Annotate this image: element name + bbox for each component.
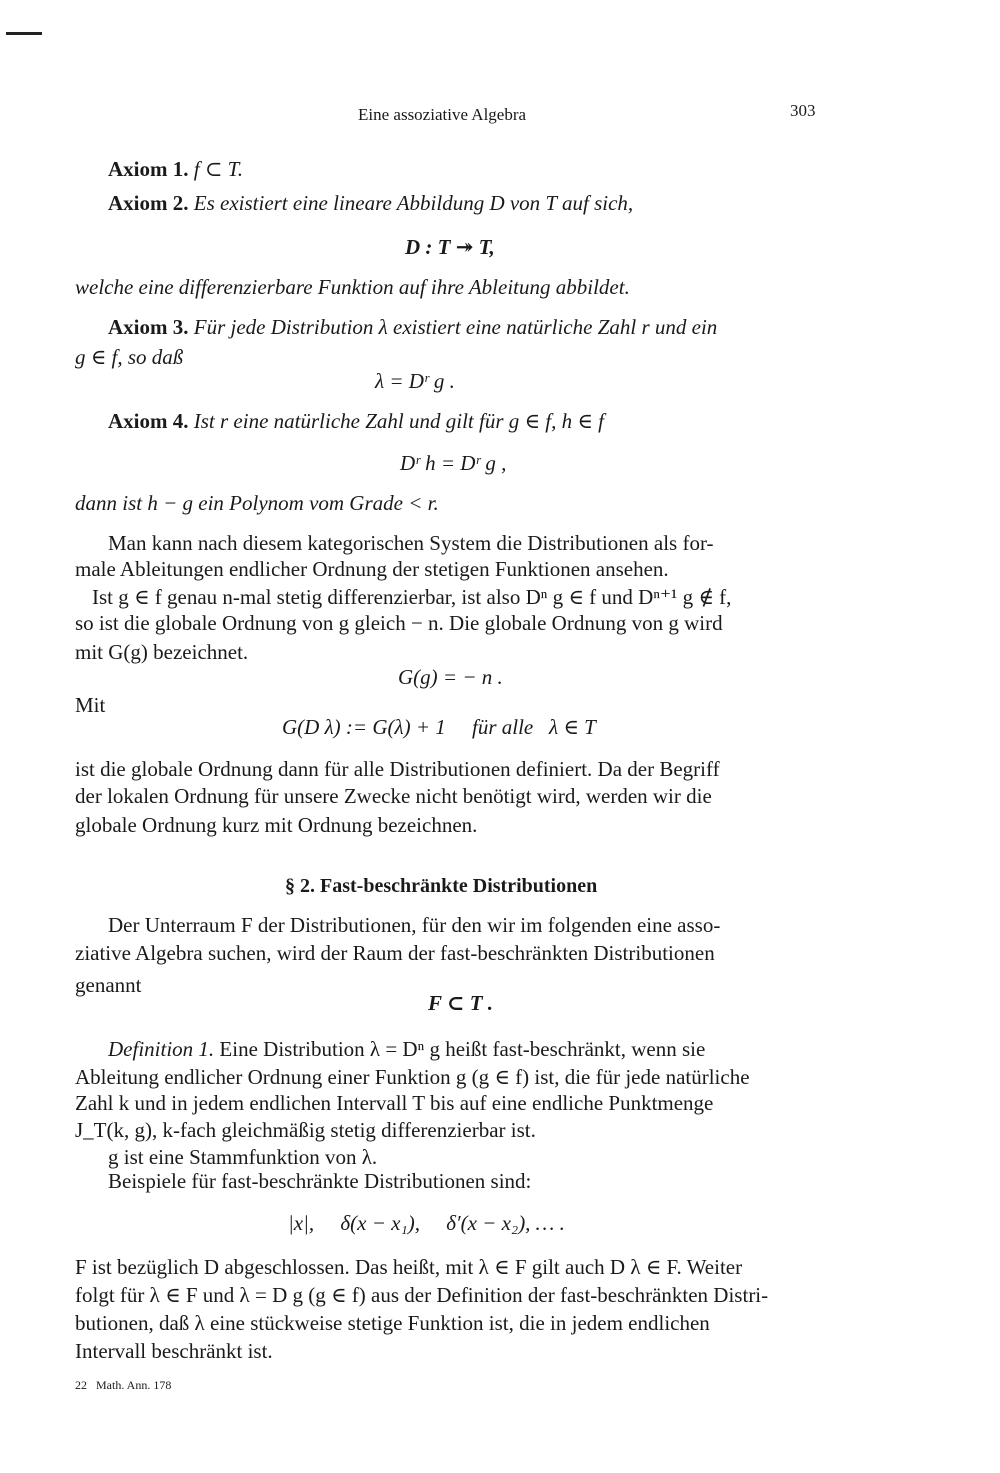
definition-line-3: Zahl k und in jedem endlichen Intervall T bis auf eine endliche Punktmenge	[75, 1091, 714, 1115]
running-header: Eine assoziative Algebra	[358, 105, 527, 124]
mit-label: Mit	[75, 693, 106, 717]
formula-subspace: F ⊂ T .	[428, 991, 494, 1015]
paragraph-2-line-3: mit G(g) bezeichnet.	[75, 640, 249, 664]
axiom-4	[108, 408, 604, 434]
axiom-2-formula: D : T ↠ T,	[405, 235, 495, 259]
paragraph-3-line-3: globale Ordnung kurz mit Ordnung bezeichnen.	[75, 813, 478, 837]
paragraph-3-line-1: ist die globale Ordnung dann für alle Distributionen definiert. Da der Begriff	[75, 757, 720, 781]
axiom-3-label: Axiom 3.	[108, 315, 189, 339]
axiom-3	[108, 314, 717, 340]
axiom-1	[108, 156, 243, 182]
paragraph-4-line-2: ziative Algebra suchen, wird der Raum der fast-beschränkten Distributionen	[75, 941, 715, 965]
axiom-2	[108, 190, 633, 216]
paragraph-5-line-2: folgt für λ ∈ F und λ = D g (g ∈ f) aus der Definition der fast-beschränkten Distri-	[75, 1283, 769, 1307]
axiom-1-label: Axiom 1.	[108, 157, 189, 181]
corner-mark	[6, 32, 42, 35]
page-number: 303	[790, 101, 816, 120]
definition-line-1	[108, 1036, 705, 1062]
paragraph-4-line-1: Der Unterraum F der Distributionen, für den wir im folgenden eine asso-	[108, 913, 721, 937]
axiom-2-label: Axiom 2.	[108, 191, 189, 215]
formula-derivative-order: G(D λ) := G(λ) + 1 für alle λ ∈ T	[282, 715, 596, 739]
axiom-2-continuation: welche eine differenzierbare Funktion auf ihre Ableitung abbildet.	[75, 275, 630, 299]
paragraph-2-line-1: Ist g ∈ f genau n-mal stetig differenzierbar, ist also Dⁿ g ∈ f und Dⁿ⁺¹ g ∉ f,	[92, 585, 732, 609]
paragraph-5-line-1: F ist bezüglich D abgeschlossen. Das heißt, mit λ ∈ F gilt auch D λ ∈ F. Weiter	[75, 1255, 743, 1279]
definition-text-1: Eine Distribution λ = Dⁿ g heißt fast-beschränkt, wenn sie	[219, 1037, 706, 1061]
definition-label: Definition 1.	[108, 1037, 215, 1061]
axiom-2-text: Es existiert eine lineare Abbildung D von T auf sich,	[193, 191, 634, 215]
axiom-4-formula: Dʳ h = Dʳ g ,	[400, 451, 507, 475]
formula-examples: |x|, δ(x − x₁), δ′(x − x₂), … .	[288, 1211, 565, 1235]
definition-line-2: Ableitung endlicher Ordnung einer Funktion g (g ∈ f) ist, die für jede natürliche	[75, 1065, 750, 1089]
footer-journal: 22 Math. Ann. 178	[75, 1378, 172, 1392]
paragraph-1-line-1: Man kann nach diesem kategorischen System die Distributionen als for-	[108, 531, 714, 555]
paragraph-4-line-3: genannt	[75, 973, 142, 997]
axiom-4-label: Axiom 4.	[108, 409, 189, 433]
examples-intro: Beispiele für fast-beschränkte Distributionen sind:	[108, 1169, 532, 1193]
paragraph-5-line-3: butionen, daß λ eine stückweise stetige Funktion ist, die in jedem endlichen	[75, 1311, 710, 1335]
axiom-3-text: Für jede Distribution λ existiert eine natürliche Zahl r und ein	[193, 315, 718, 339]
axiom-1-formula: f ⊂ T.	[193, 157, 244, 181]
section-heading: § 2. Fast-beschränkte Distributionen	[285, 875, 598, 897]
paragraph-3-line-2: der lokalen Ordnung für unsere Zwecke nicht benötigt wird, werden wir die	[75, 784, 712, 808]
paragraph-1-line-2: male Ableitungen endlicher Ordnung der stetigen Funktionen ansehen.	[75, 557, 669, 581]
axiom-3-formula: λ = Dʳ g .	[375, 369, 455, 393]
antiderivative-note: g ist eine Stammfunktion von λ.	[108, 1145, 378, 1169]
axiom-4-text: Ist r eine natürliche Zahl und gilt für g ∈ f, h ∈ f	[193, 409, 604, 433]
axiom-3-text-2: g ∈ f, so daß	[75, 345, 184, 369]
paragraph-2-line-2: so ist die globale Ordnung von g gleich − n. Die globale Ordnung von g wird	[75, 611, 723, 635]
paragraph-5-line-4: Intervall beschränkt ist.	[75, 1339, 273, 1363]
axiom-4-continuation: dann ist h − g ein Polynom vom Grade < r.	[75, 491, 439, 515]
definition-line-4: J_T(k, g), k-fach gleichmäßig stetig differenzierbar ist.	[75, 1118, 536, 1142]
formula-global-order: G(g) = − n .	[398, 665, 503, 689]
